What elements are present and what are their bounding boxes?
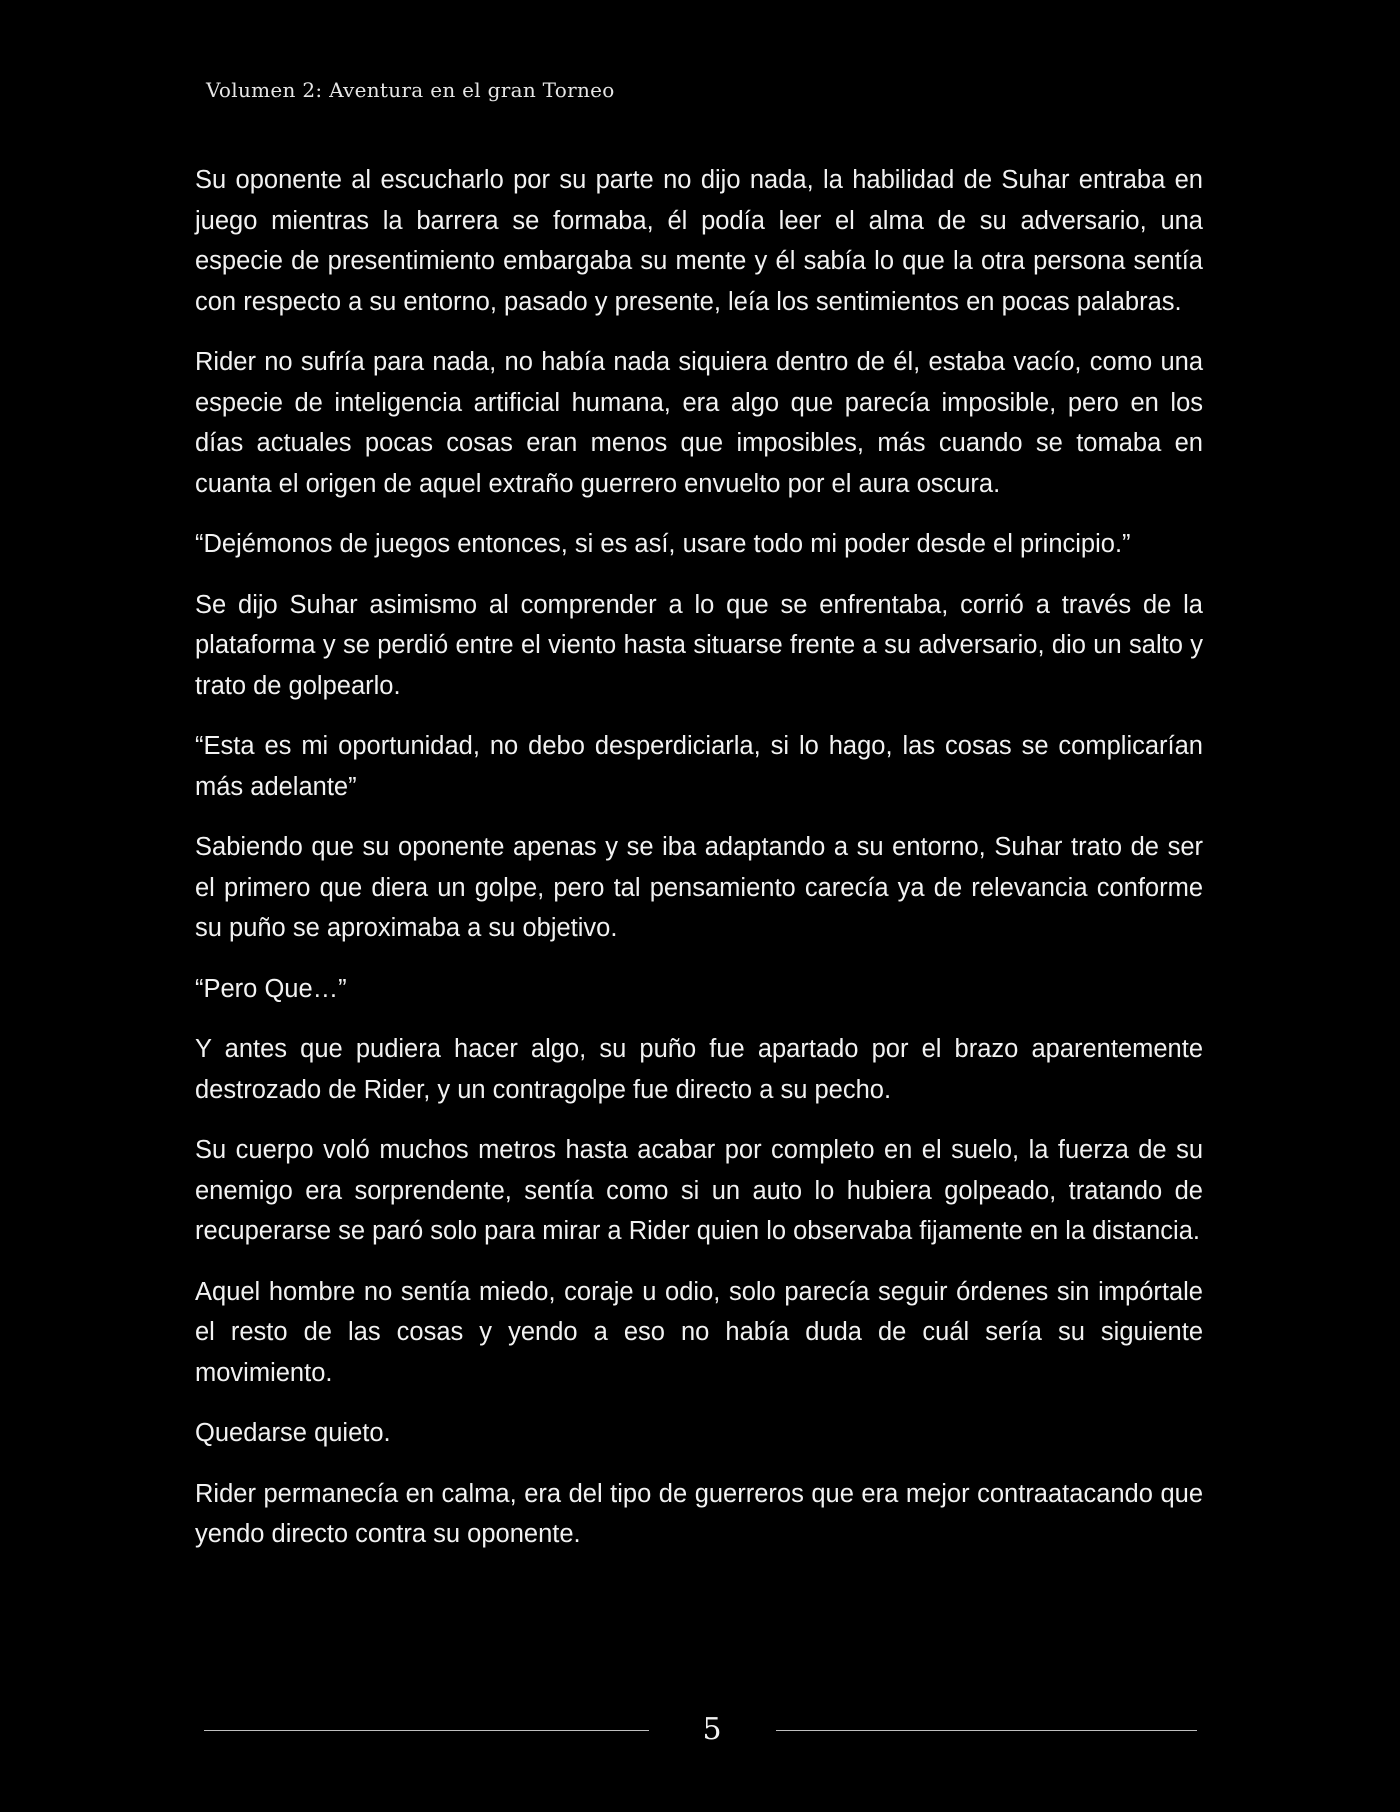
dialogue-paragraph: “Esta es mi oportunidad, no debo desperdiciarla, si lo hago, las cosas se complicarían más adelante” bbox=[195, 732, 1203, 801]
paragraph: Su oponente al escucharlo por su parte no dijo nada, la habilidad de Suhar entraba en juego mientras la barrera se formaba, él podía leer el alma de su adversario, una especie de presentimiento embargaba su mente y él sabía lo que la otra persona sentía con respecto a su entorno, pasado y presente, leía los sentimientos en pocas palabras. bbox=[195, 166, 1203, 316]
footer-rule-right bbox=[776, 1730, 1197, 1731]
footer-rule-left bbox=[204, 1730, 649, 1731]
paragraph: Quedarse quieto. bbox=[195, 1419, 391, 1447]
paragraph: Se dijo Suhar asimismo al comprender a lo que se enfrentaba, corrió a través de la plataforma y se perdió entre el viento hasta situarse frente a su adversario, dio un salto y trato de golpearlo. bbox=[195, 590, 1203, 700]
dialogue-paragraph: “Pero Que…” bbox=[195, 974, 347, 1003]
paragraph: Y antes que pudiera hacer algo, su puño fue apartado por el brazo aparentemente destrozado de Rider, y un contragolpe fue directo a su pecho. bbox=[195, 1035, 1203, 1104]
body-text bbox=[195, 160, 1203, 1575]
page-number: 5 bbox=[702, 1712, 722, 1747]
page-footer bbox=[0, 1700, 1400, 1760]
paragraph: Aquel hombre no sentía miedo, coraje u odio, solo parecía seguir órdenes sin impórtale el resto de las cosas y yendo a eso no había duda de cuál sería su siguiente movimiento. bbox=[195, 1277, 1203, 1387]
paragraph: Sabiendo que su oponente apenas y se iba adaptando a su entorno, Suhar trato de ser el primero que diera un golpe, pero tal pensamiento carecía ya de relevancia conforme su puño se aproximaba a su objetivo. bbox=[195, 833, 1203, 942]
paragraph: Su cuerpo voló muchos metros hasta acabar por completo en el suelo, la fuerza de su enemigo era sorprendente, sentía como si un auto lo hubiera golpeado, tratando de recuperarse se paró solo para mirar a Rider quien lo observaba fijamente en la distancia. bbox=[195, 1136, 1203, 1245]
paragraph: Rider no sufría para nada, no había nada siquiera dentro de él, estaba vacío, como una especie de inteligencia artificial humana, era algo que parecía imposible, pero en los días actuales pocas cosas eran menos que imposibles, más cuando se tomaba en cuanta el origen de aquel extraño guerrero envuelto por el aura oscura. bbox=[195, 348, 1203, 498]
dialogue-paragraph: “Dejémonos de juegos entonces, si es así, usare todo mi poder desde el principio.” bbox=[195, 530, 1131, 558]
paragraph: Rider permanecía en calma, era del tipo de guerreros que era mejor contraatacando que yendo directo contra su oponente. bbox=[195, 1479, 1203, 1548]
running-header-title: Volumen 2: Aventura en el gran Torneo bbox=[206, 78, 615, 102]
